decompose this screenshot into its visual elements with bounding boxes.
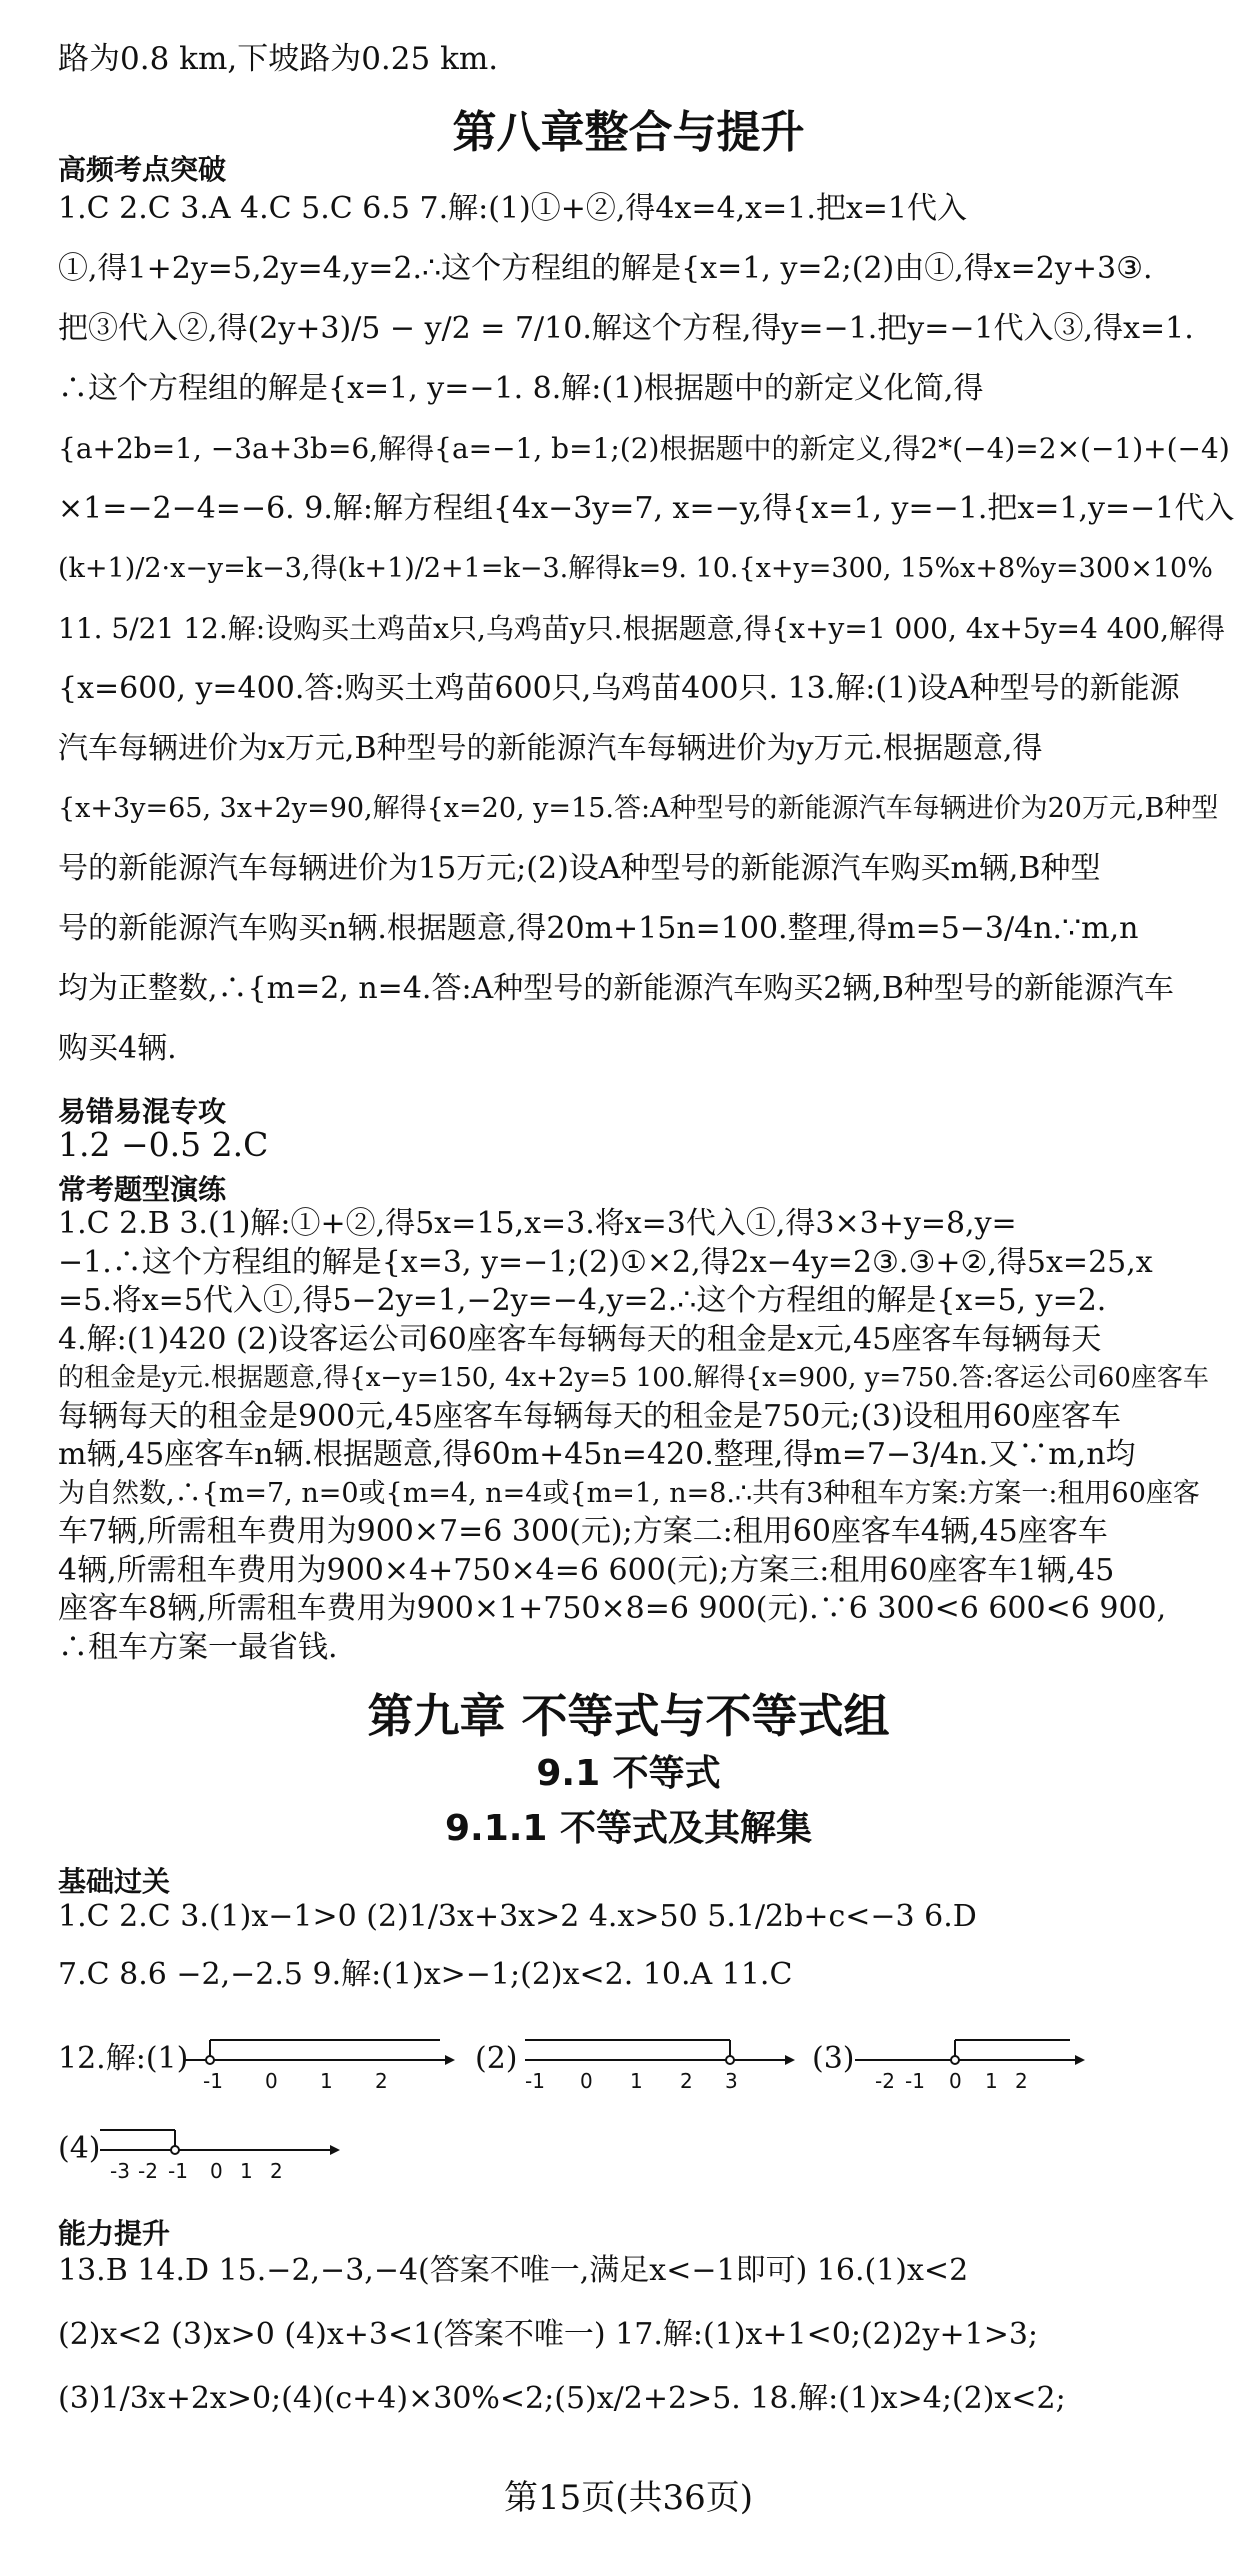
answer-line: ×1=−2−4=−6. 9.解:解方程组{4x−3y=7, x=−y,得{x=1, y=−1.把x=1,y=−1代入 xyxy=(58,491,1235,526)
answer-line: 汽车每辆进价为x万元,B种型号的新能源汽车每辆进价为y万元.根据题意,得 xyxy=(58,731,1043,766)
answer-line: ∴这个方程组的解是{x=1, y=−1. 8.解:(1)根据题中的新定义化简,得 xyxy=(58,371,984,406)
nl2-tick: 1 xyxy=(630,2069,643,2093)
nl-label-4: (4) xyxy=(58,2131,101,2166)
number-line-4 xyxy=(100,2120,340,2194)
nl1-tick: -1 xyxy=(203,2069,223,2093)
answer-line: 7.C 8.6 −2,−2.5 9.解:(1)x>−1;(2)x<2. 10.A 11.C xyxy=(58,1957,793,1992)
section-9-1-1-title: 9.1.1 不等式及其解集 xyxy=(444,1808,813,1849)
nl-label-2: (2) xyxy=(475,2041,518,2076)
answer-line: {x+3y=65, 3x+2y=90,解得{x=20, y=15.答:A种型号的新能源汽车每辆进价为20万元,B种型 xyxy=(58,793,1219,824)
answer-line: 每辆每天的租金是900元,45座客车每辆每天的租金是750元;(3)设租用60座客车 xyxy=(58,1398,1122,1434)
nl3-tick: -2 xyxy=(875,2069,895,2093)
nl4-tick: -2 xyxy=(138,2159,158,2183)
answer-line: 4.解:(1)420 (2)设客运公司60座客车每辆每天的租金是x元,45座客车每辆每天 xyxy=(58,1321,1102,1357)
number-line-1 xyxy=(185,2030,455,2104)
yicuo-line: 1.2 −0.5 2.C xyxy=(58,1125,269,1164)
answer-line: (k+1)/2·x−y=k−3,得(k+1)/2+1=k−3.解得k=9. 10.{x+y=300, 15%x+8%y=300×10% xyxy=(58,553,1213,584)
answer-line: 把③代入②,得(2y+3)/5 − y/2 = 7/10.解这个方程,得y=−1.把y=−1代入③,得x=1. xyxy=(58,311,1194,346)
answer-line: 为自然数,∴{m=7, n=0或{m=4, n=4或{m=1, n=8.∴共有3种租车方案:方案一:租用60座客 xyxy=(58,1477,1200,1509)
section-nengli: 能力提升 xyxy=(58,2217,171,2250)
section-yicuo: 易错易混专攻 xyxy=(58,1095,227,1128)
nl4-tick: 0 xyxy=(210,2159,223,2183)
nl3-tick: -1 xyxy=(905,2069,925,2093)
nl4-tick: 2 xyxy=(270,2159,283,2183)
page-footer: 第15页(共36页) xyxy=(503,2478,754,2518)
section-gaopin: 高频考点突破 xyxy=(58,153,227,186)
q12-label: 12.解:(1) xyxy=(58,2041,189,2076)
nl2-tick: -1 xyxy=(525,2069,545,2093)
number-line-2 xyxy=(525,2030,795,2104)
chapter8-title: 第八章整合与提升 xyxy=(452,107,805,158)
answer-line: {a+2b=1, −3a+3b=6,解得{a=−1, b=1;(2)根据题中的新定义,得2*(−4)=2×(−1)+(−4) xyxy=(58,432,1230,465)
nl4-tick: -3 xyxy=(110,2159,130,2183)
nl2-tick: 3 xyxy=(725,2069,738,2093)
answer-line: 1.C 2.B 3.(1)解:①+②,得5x=15,x=3.将x=3代入①,得3×3+y=8,y= xyxy=(58,1206,1017,1241)
section-changkao: 常考题型演练 xyxy=(58,1173,227,1206)
section-jichu: 基础过关 xyxy=(58,1865,171,1898)
answer-line: 购买4辆. xyxy=(58,1031,177,1066)
nl4-tick: -1 xyxy=(168,2159,188,2183)
answer-line: −1.∴这个方程组的解是{x=3, y=−1;(2)①×2,得2x−4y=2③.③+②,得5x=25,x xyxy=(58,1244,1153,1280)
nl2-tick: 0 xyxy=(580,2069,593,2093)
nl1-tick: 0 xyxy=(265,2069,278,2093)
section-9-1-title: 9.1 不等式 xyxy=(536,1753,721,1794)
answer-line: =5.将x=5代入①,得5−2y=1,−2y=−4,y=2.∴这个方程组的解是{x=5, y=2. xyxy=(58,1283,1107,1318)
answer-line: m辆,45座客车n辆.根据题意,得60m+45n=420.整理,得m=7−3/4n.又∵m,n均 xyxy=(58,1437,1136,1472)
nl3-tick: 1 xyxy=(985,2069,998,2093)
answer-line: 的租金是y元.根据题意,得{x−y=150, 4x+2y=5 100.解得{x=900, y=750.答:客运公司60座客车 xyxy=(58,1363,1209,1393)
nl1-tick: 2 xyxy=(375,2069,388,2093)
answer-line: {x=600, y=400.答:购买土鸡苗600只,乌鸡苗400只. 13.解:(1)设A种型号的新能源 xyxy=(58,671,1180,706)
nl3-tick: 0 xyxy=(949,2069,962,2093)
answer-line: 车7辆,所需租车费用为900×7=6 300(元);方案二:租用60座客车4辆,45座客车 xyxy=(58,1514,1108,1549)
answer-line: 座客车8辆,所需租车费用为900×1+750×8=6 900(元).∵6 300<6 600<6 900, xyxy=(58,1591,1167,1626)
answer-line: ①,得1+2y=5,2y=4,y=2.∴这个方程组的解是{x=1, y=2;(2)由①,得x=2y+3③. xyxy=(58,251,1153,286)
nl3-tick: 2 xyxy=(1015,2069,1028,2093)
answer-line: ∴租车方案一最省钱. xyxy=(58,1629,338,1665)
chapter9-title: 第九章 不等式与不等式组 xyxy=(367,1689,890,1743)
nl-label-3: (3) xyxy=(812,2041,855,2076)
number-line-3 xyxy=(855,2030,1085,2104)
answer-line: (2)x<2 (3)x>0 (4)x+3<1(答案不唯一) 17.解:(1)x+1<0;(2)2y+1>3; xyxy=(58,2317,1039,2352)
answer-line: 4辆,所需租车费用为900×4+750×4=6 600(元);方案三:租用60座客车1辆,45 xyxy=(58,1552,1115,1588)
answer-line: 号的新能源汽车购买n辆.根据题意,得20m+15n=100.整理,得m=5−3/4n.∵m,n xyxy=(58,911,1139,946)
answer-line: 1.C 2.C 3.(1)x−1>0 (2)1/3x+3x>2 4.x>50 5.1/2b+c<−3 6.D xyxy=(58,1899,977,1934)
answer-line: 号的新能源汽车每辆进价为15万元;(2)设A种型号的新能源汽车购买m辆,B种型 xyxy=(58,851,1101,886)
answer-line: 11. 5/21 12.解:设购买土鸡苗x只,乌鸡苗y只.根据题意,得{x+y=1 000, 4x+5y=4 400,解得 xyxy=(58,612,1226,645)
nl4-tick: 1 xyxy=(240,2159,253,2183)
nl2-tick: 2 xyxy=(680,2069,693,2093)
answer-line: 均为正整数,∴{m=2, n=4.答:A种型号的新能源汽车购买2辆,B种型号的新能源汽车 xyxy=(58,971,1174,1006)
answer-line: (3)1/3x+2x>0;(4)(c+4)×30%<2;(5)x/2+2>5. 18.解:(1)x>4;(2)x<2; xyxy=(58,2381,1066,2416)
answer-line: 13.B 14.D 15.−2,−3,−4(答案不唯一,满足x<−1即可) 16.(1)x<2 xyxy=(58,2253,969,2288)
nl1-tick: 1 xyxy=(320,2069,333,2093)
top-line: 路为0.8 km,下坡路为0.25 km. xyxy=(58,41,499,77)
answer-line: 1.C 2.C 3.A 4.C 5.C 6.5 7.解:(1)①+②,得4x=4,x=1.把x=1代入 xyxy=(58,191,968,226)
